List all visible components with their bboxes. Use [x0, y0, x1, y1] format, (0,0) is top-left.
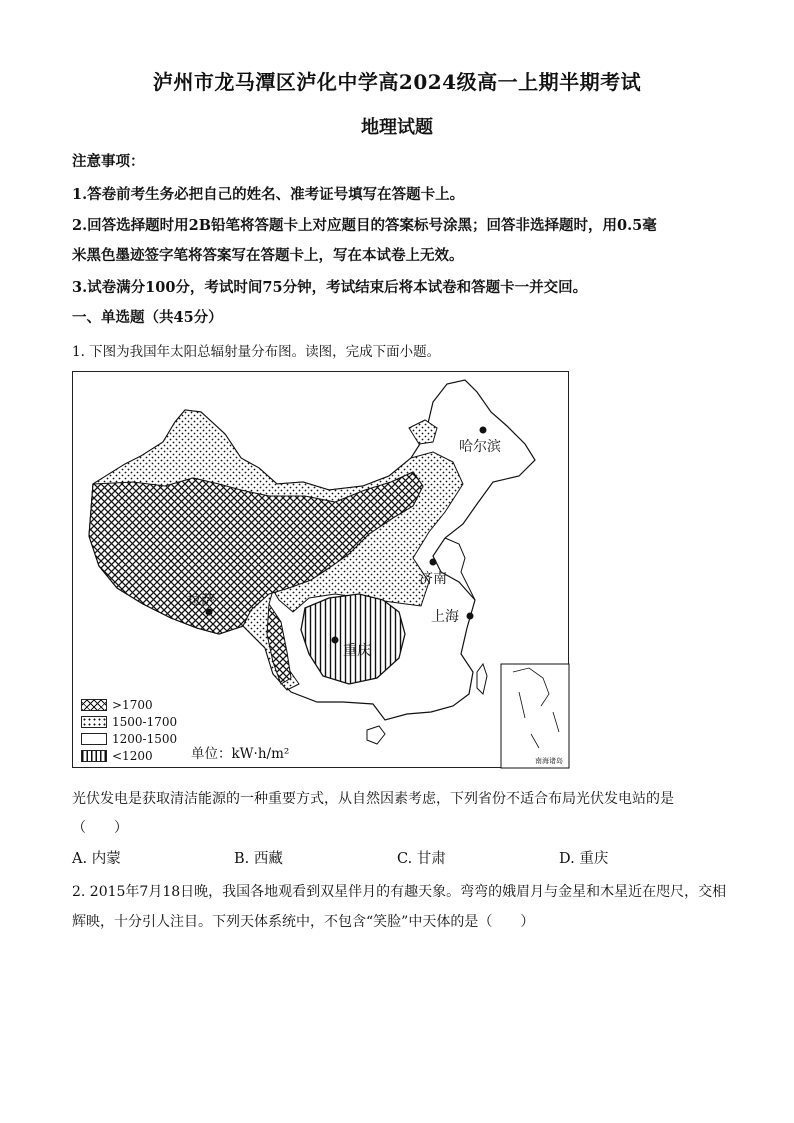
- option-c[interactable]: C. 甘肃: [397, 851, 446, 867]
- answer-blank: （ ）: [72, 820, 128, 836]
- option-a[interactable]: A. 内蒙: [72, 851, 121, 867]
- chongqing-dot: [332, 637, 339, 644]
- jinan-dot: [430, 559, 437, 566]
- question-2-line-2: 辉映，十分引人注目。下列天体系统中，不包含“笑脸”中天体的是（ ）: [72, 914, 535, 930]
- lhasa-label: 拉萨: [187, 593, 215, 609]
- notice-heading: 注意事项：: [72, 153, 145, 170]
- legend-swatch-blank: [81, 733, 107, 745]
- question-1-stem: 1. 下图为我国年太阳总辐射量分布图。读图，完成下面小题。: [72, 344, 441, 360]
- legend-item: [81, 732, 177, 746]
- hainan-island: [367, 726, 385, 744]
- section-heading: 一、单选题（共45分）: [72, 309, 223, 326]
- legend-label: 1500-1700: [112, 715, 178, 729]
- unit-label: 单位：kW·h/m²: [191, 746, 290, 762]
- question-1-text: 光伏发电是获取清洁能源的一种重要方式，从自然因素考虑，下列省份不适合布局光伏发电站的是: [72, 791, 674, 807]
- legend-label: <1200: [112, 749, 153, 763]
- legend-item: [81, 749, 153, 763]
- notice-item: 1.答卷前考生务必把自己的姓名、准考证号填写在答题卡上。: [72, 186, 465, 203]
- solar-radiation-map: [72, 371, 569, 768]
- exam-subtitle: 地理试题: [361, 117, 433, 138]
- jinan-label: 济南: [419, 571, 447, 587]
- inset-label: 南海诸岛: [535, 757, 563, 765]
- notice-item: 米黑色墨迹签字笔将答案写在答题卡上，写在本试卷上无效。: [72, 247, 464, 264]
- harbin-label: 哈尔滨: [459, 439, 501, 455]
- legend-swatch-dots: [81, 716, 107, 728]
- legend-swatch-vertical-lines: [81, 750, 107, 762]
- legend-swatch-crosshatch: [81, 699, 107, 711]
- question-2-line-1: 2. 2015年7月18日晚，我国各地观看到双星伴月的有趣天象。弯弯的娥眉月与金星和木星近在咫尺，交相: [72, 884, 727, 900]
- legend-label: >1700: [112, 698, 153, 712]
- option-d[interactable]: D. 重庆: [559, 851, 609, 867]
- notice-item: 3.试卷满分100分，考试时间75分钟，考试结束后将本试卷和答题卡一并交回。: [72, 279, 588, 296]
- exam-title: 泸州市龙马潭区泸化中学高2024级高一上期半期考试: [152, 70, 642, 94]
- legend-item: [81, 698, 153, 712]
- shanghai-label: 上海: [431, 609, 459, 625]
- notice-item: 2.回答选择题时用2B铅笔将答题卡上对应题目的答案标号涂黑；回答非选择题时，用0.5毫: [72, 217, 657, 234]
- shanghai-dot: [467, 613, 474, 620]
- legend-item: [81, 715, 177, 729]
- harbin-dot: [480, 427, 487, 434]
- chongqing-label: 重庆: [343, 643, 371, 659]
- taiwan-island: [477, 664, 487, 694]
- legend-label: 1200-1500: [112, 732, 178, 746]
- option-b[interactable]: B. 西藏: [234, 851, 283, 867]
- south-sea-inset: [501, 664, 569, 768]
